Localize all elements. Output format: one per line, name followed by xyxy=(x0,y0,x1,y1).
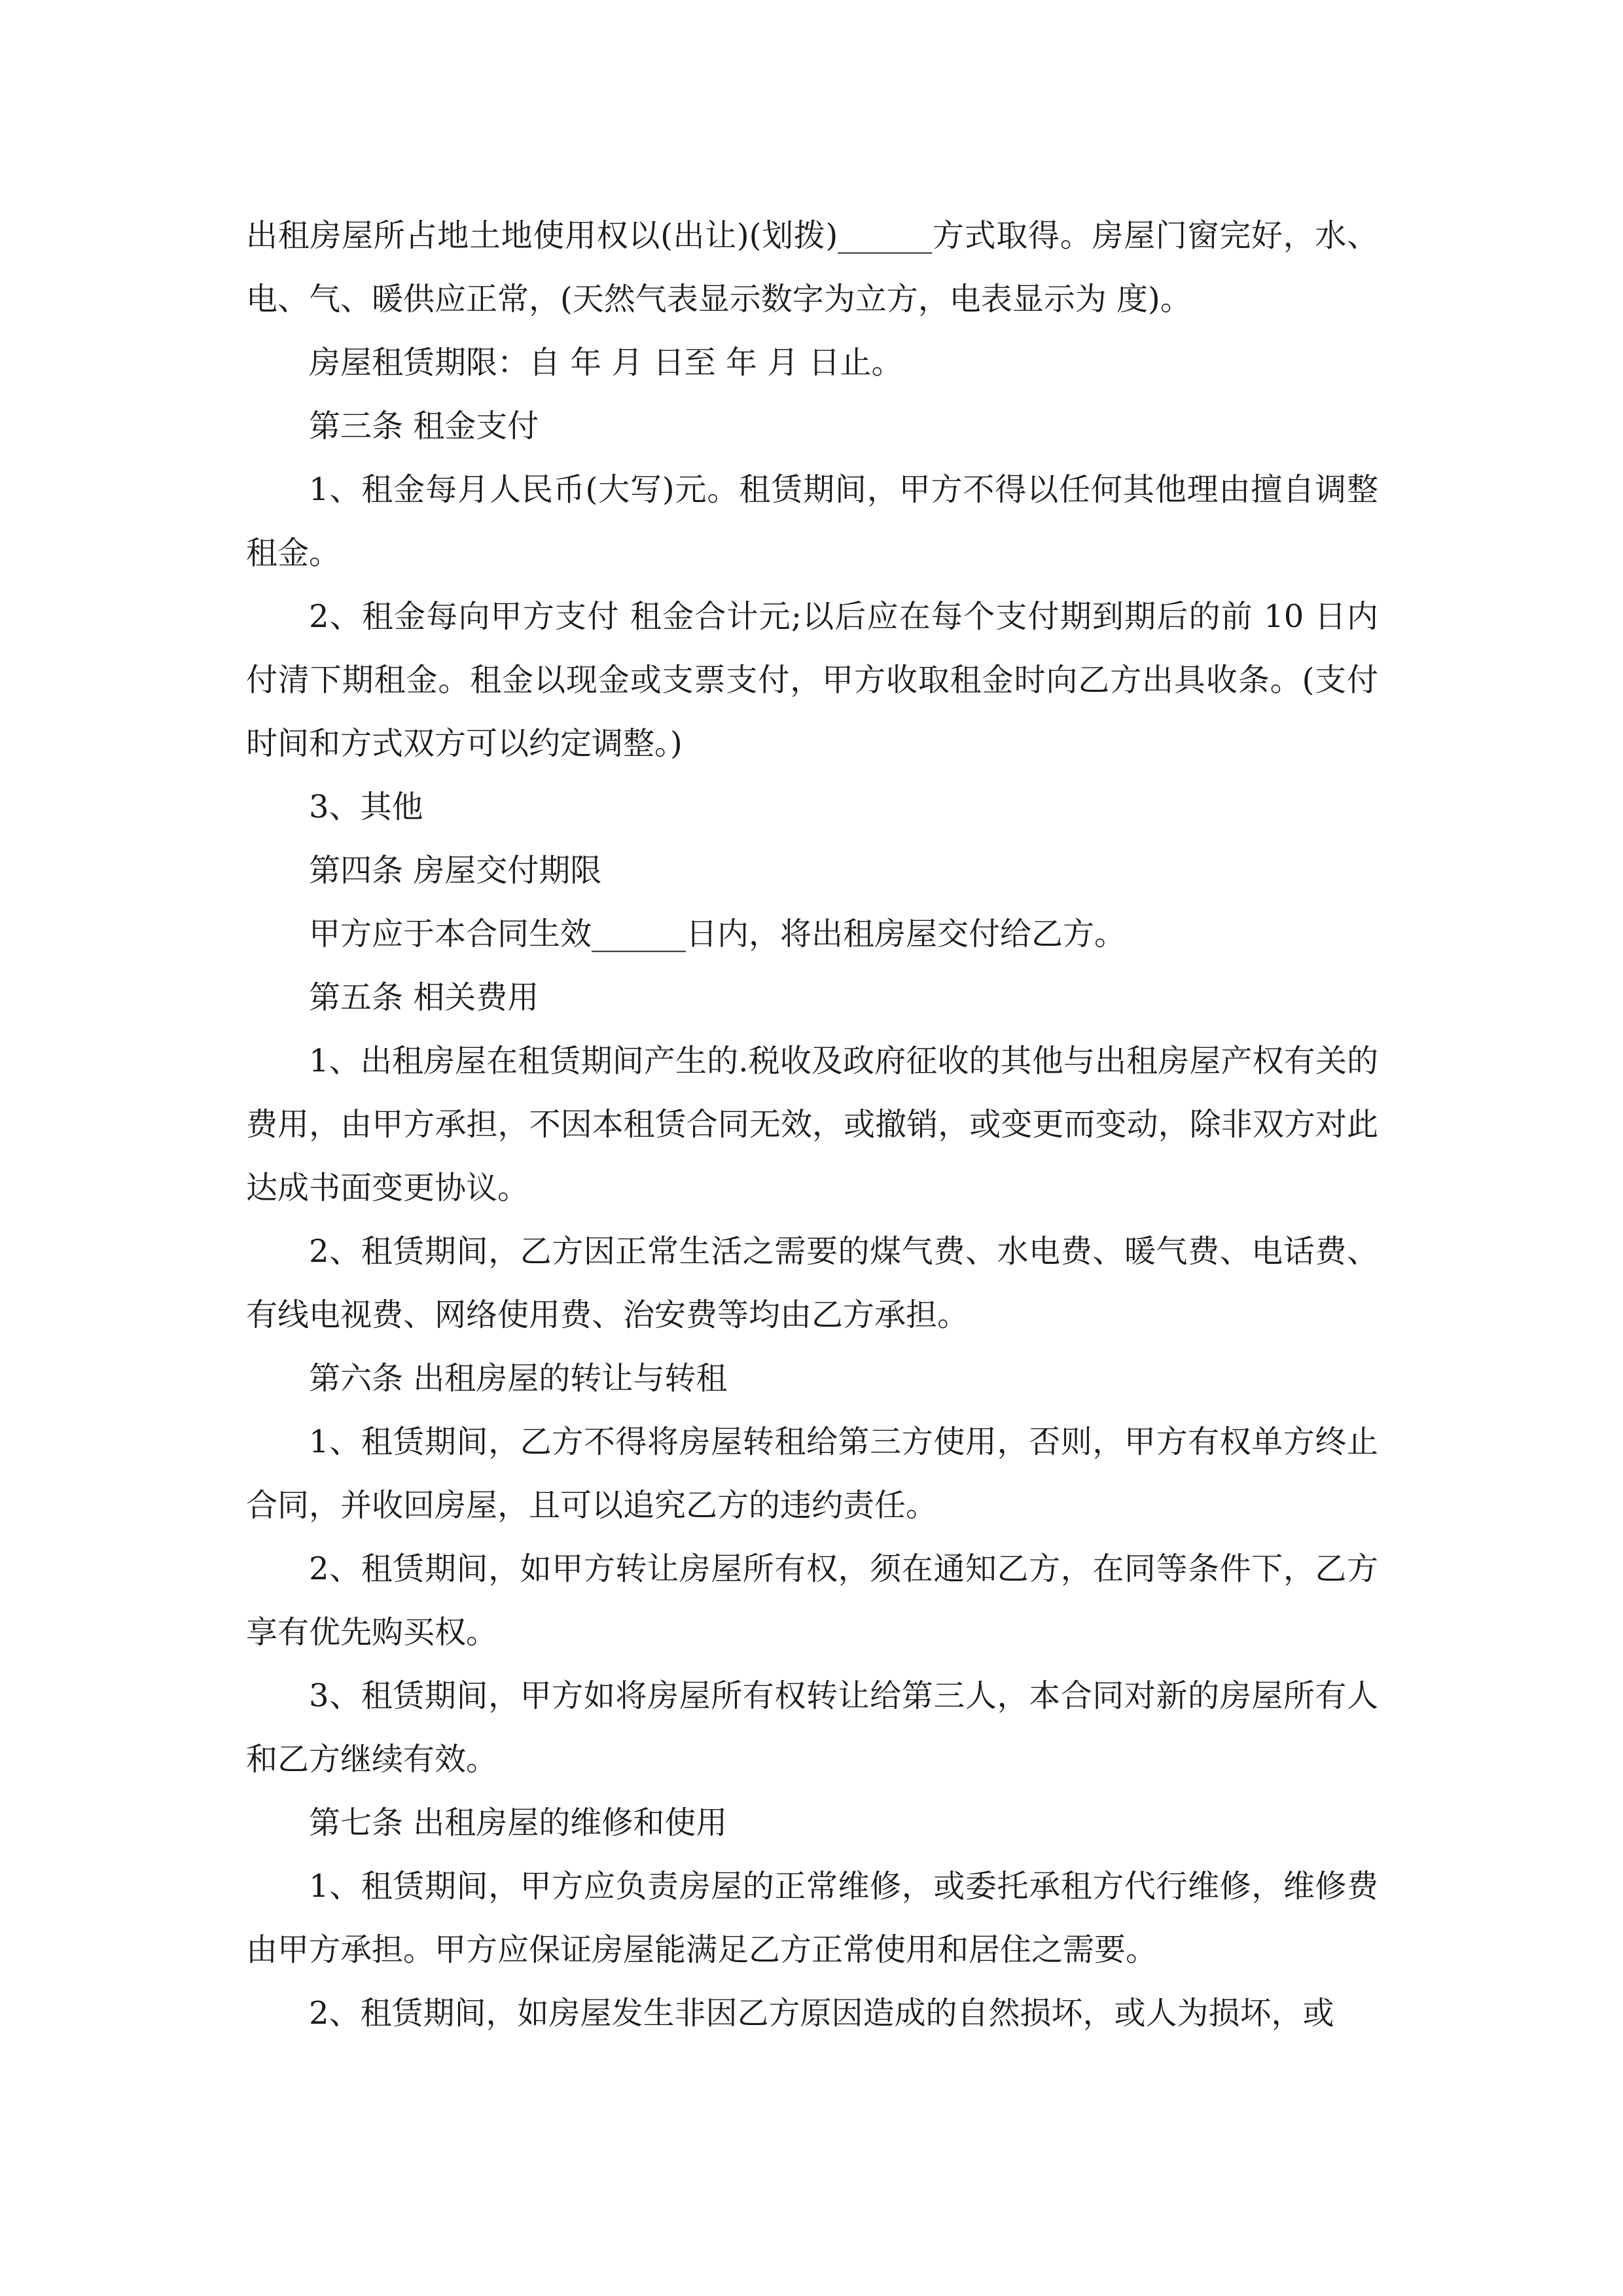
paragraph-rent-payment: 2、租金每向甲方支付 租金合计元;以后应在每个支付期到期后的前 10 日内付清下期租金。租金以现金或支票支付，甲方收取租金时向乙方出具收条。(支付时间和方式双方可以约定调整。) xyxy=(246,598,1378,762)
paragraph-taxes-fees: 1、出租房屋在租赁期间产生的.税收及政府征收的其他与出租房屋产权有关的费用，由甲方承担，不因本租赁合同无效，或撤销，或变更而变动，除非双方对此达成书面变更协议。 xyxy=(246,1043,1378,1206)
paragraph-land-use-rights: 出租房屋所占地土地使用权以(出让)(划拨)______方式取得。房屋门窗完好，水、电、气、暖供应正常，(天然气表显示数字为立方，电表显示为 度)。 xyxy=(246,217,1378,317)
paragraph-lease-term: 房屋租赁期限：自 年 月 日至 年 月 日止。 xyxy=(309,344,903,381)
document-body xyxy=(246,204,1378,2045)
section-heading-article-5: 第五条 相关费用 xyxy=(309,979,539,1016)
paragraph-delivery-deadline: 甲方应于本合同生效______日内，将出租房屋交付给乙方。 xyxy=(309,916,1126,952)
paragraph-damage: 2、租赁期间，如房屋发生非因乙方原因造成的自然损坏，或人为损坏，或 xyxy=(309,1995,1334,2032)
paragraph-ownership-transfer: 3、租赁期间，甲方如将房屋所有权转让给第三人，本合同对新的房屋所有人和乙方继续有效。 xyxy=(246,1677,1378,1778)
section-heading-article-7: 第七条 出租房屋的维修和使用 xyxy=(309,1804,728,1841)
section-heading-article-6: 第六条 出租房屋的转让与转租 xyxy=(309,1360,728,1397)
section-heading-article-3: 第三条 租金支付 xyxy=(309,408,539,444)
paragraph-rent-other: 3、其他 xyxy=(309,789,423,825)
paragraph-maintenance: 1、租赁期间，甲方应负责房屋的正常维修，或委托承租方代行维修，维修费由甲方承担。甲方应保证房屋能满足乙方正常使用和居住之需要。 xyxy=(246,1868,1378,1968)
paragraph-utility-fees: 2、租赁期间，乙方因正常生活之需要的煤气费、水电费、暖气费、电话费、有线电视费、网络使用费、治安费等均由乙方承担。 xyxy=(246,1233,1378,1333)
section-heading-article-4: 第四条 房屋交付期限 xyxy=(309,852,602,889)
paragraph-priority-purchase: 2、租赁期间，如甲方转让房屋所有权，须在通知乙方，在同等条件下，乙方享有优先购买权。 xyxy=(246,1551,1378,1651)
paragraph-rent-monthly: 1、租金每月人民币(大写)元。租赁期间，甲方不得以任何其他理由擅自调整租金。 xyxy=(246,471,1378,571)
paragraph-no-sublease: 1、租赁期间，乙方不得将房屋转租给第三方使用，否则，甲方有权单方终止合同，并收回房屋，且可以追究乙方的违约责任。 xyxy=(246,1424,1378,1524)
